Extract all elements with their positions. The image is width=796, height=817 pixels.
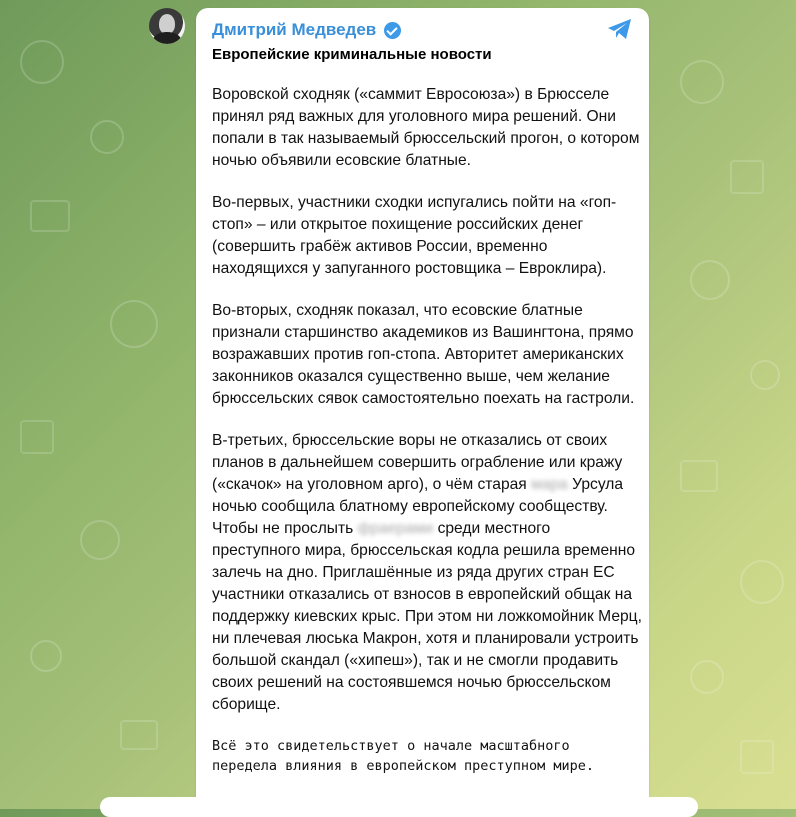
post-body bbox=[212, 84, 642, 796]
paragraph-1: Воровской сходняк («саммит Евросоюза») в Брюсселе принял ряд важных для уголовного мира решений. Они попали в так называемый брюссельский прогон, о котором ночью объявили есовские блатные. bbox=[212, 86, 640, 169]
paragraph-4-part1: В-третьих, брюссельские воры не отказались от своих планов в дальнейшем совершить ограбление или кражу («скачок» на уголовном арго), о чём старая bbox=[212, 432, 623, 493]
blurred-word-2: фраерами bbox=[357, 520, 434, 537]
verified-badge-icon bbox=[384, 22, 401, 39]
blurred-word-1: мара bbox=[531, 476, 568, 493]
message-bubble bbox=[196, 8, 649, 809]
telegram-share-icon[interactable] bbox=[607, 18, 633, 40]
paragraph-4 bbox=[212, 430, 642, 716]
message-input-bar[interactable] bbox=[100, 797, 698, 817]
paragraph-4-part3: среди местного преступного мира, брюссельская кодла решила временно залечь на дно. Приглашённые из ряда других стран ЕС участники отказались от взносов в европейский общак на поддержку киевских крыс. При этом ни ложкомойник Мерц, ни плечевая люська Макрон, хотя и планировали устроить большой скандал («хипеш»), так и не смогли продавить своих решений на состоявшемся ночью брюссельском сборище. bbox=[212, 520, 642, 713]
paragraph-3: Во-вторых, сходняк показал, что есовские блатные признали старшинство академиков из Вашингтона, прямо возражавших против гоп-стопа. Авторитет американских законников оказался существенно выше, чем желание брюссельских сявок самостоятельно поехать на гастроли. bbox=[212, 302, 635, 407]
closing-paragraph: Всё это свидетельствует о начале масштабного передела влияния в европейском преступном мире. bbox=[212, 738, 595, 774]
message-header bbox=[212, 20, 401, 40]
post-title: Европейские криминальные новости bbox=[212, 46, 492, 63]
paragraph-2: Во-первых, участники сходки испугались пойти на «гоп-стоп» – или открытое похищение российских денег (совершить грабёж активов России, временно находящихся у запуганного ростовщика – Евроклира). bbox=[212, 194, 617, 277]
paragraph-4-part2: Урсула ночью сообщила блатному европейскому сообществу. Чтобы не прослыть bbox=[212, 476, 624, 537]
author-avatar[interactable] bbox=[149, 8, 185, 44]
author-name[interactable]: Дмитрий Медведев bbox=[212, 20, 377, 39]
